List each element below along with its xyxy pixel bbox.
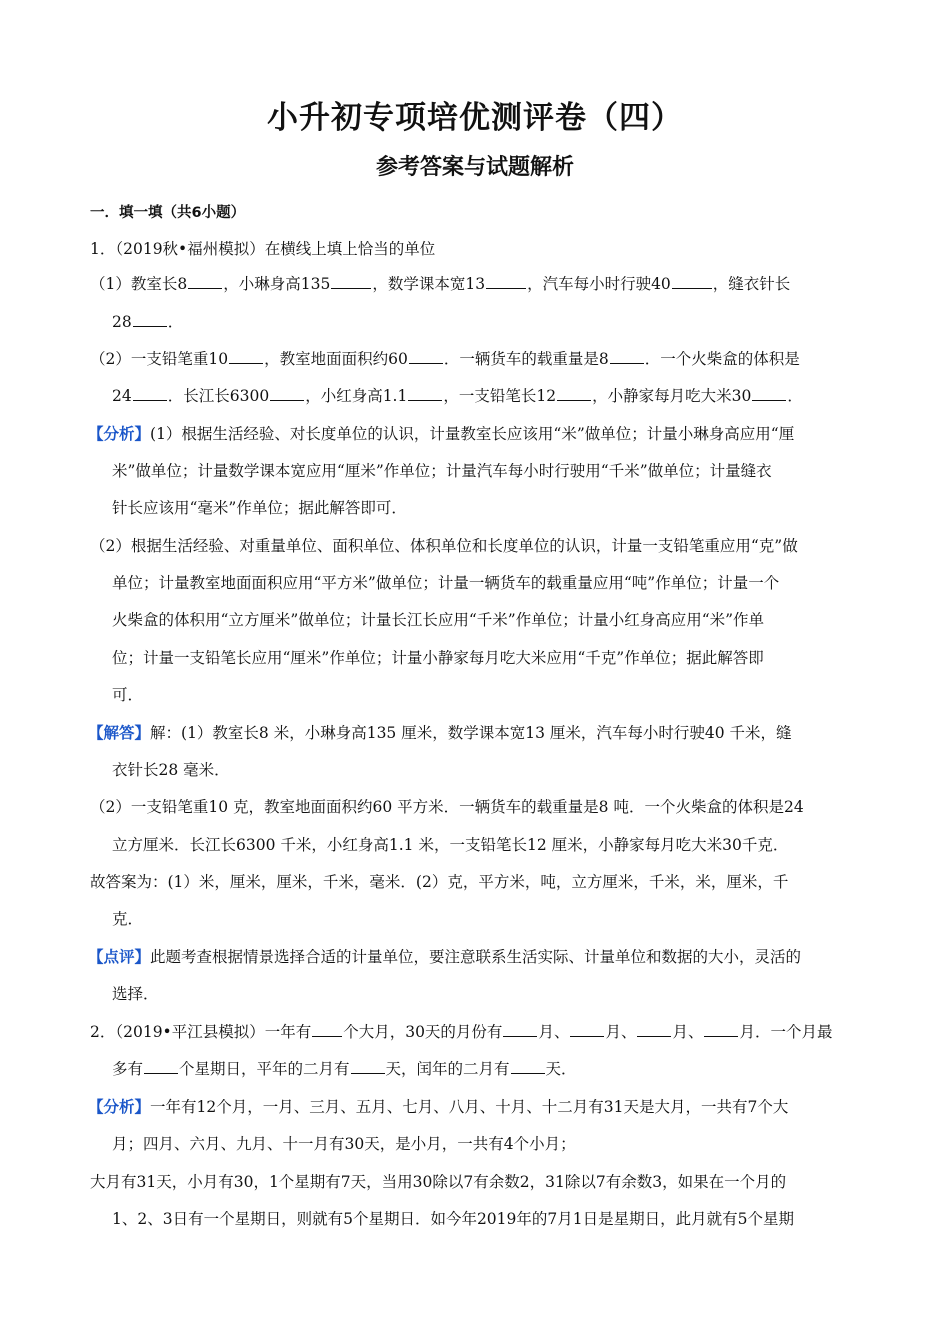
- q1-solution-line4: 立方厘米．长江长6300 千米，小红身高1.1 米，一支铅笔长12 厘米，小静家每月吃大米30千克．: [112, 836, 789, 854]
- q1-part2-line1: （2）一支铅笔重10 ，教室地面面积约60 ．一辆货车的载重量是8 ．一个火柴盒的体积是: [90, 350, 800, 368]
- answer-tag: 【解答】: [88, 724, 151, 742]
- q1-analysis-line7: 位；计量一支铅笔长应用“厘米”作单位；计量小静家每月吃大米应用“千克”作单位；据此解答即: [112, 649, 764, 667]
- section-heading: 一．填一填（共6小题）: [90, 205, 246, 221]
- answer-blank: [704, 1022, 738, 1037]
- q1-final-answer-line2: 克．: [112, 910, 144, 928]
- answer-blank: [752, 386, 786, 401]
- q1-comment-line2: 选择．: [112, 985, 159, 1003]
- answer-blank: [409, 349, 443, 364]
- q1-analysis-line2: 米”做单位；计量数学课本宽应用“厘米”作单位；计量汽车每小时行驶用“千米”做单位；计量缝衣: [112, 462, 772, 480]
- q1-part2-line2: 24 ．长江长6300 ，小红身高1.1 ，一支铅笔长12 ，小静家每月吃大米30 ．: [112, 387, 803, 405]
- q1-solution-line1: 【解答】解：(1）教室长8 米，小琳身高135 厘米，数学课本宽13 厘米，汽车每小时行驶40 千米，缝: [88, 724, 792, 742]
- answer-blank: [331, 274, 371, 289]
- answer-blank: [270, 386, 304, 401]
- answer-blank: [672, 274, 712, 289]
- analysis-tag: 【分析】: [88, 1098, 151, 1116]
- answer-blank: [133, 386, 167, 401]
- answer-blank: [312, 1022, 342, 1037]
- q2-analysis-line2: 月；四月、六月、九月、十一月有30天，是小月，一共有4个小月；: [112, 1135, 576, 1153]
- answer-blank: [557, 386, 591, 401]
- q1-final-answer-line1: 故答案为：(1）米，厘米，厘米，千米，毫米．(2）克，平方米，吨，立方厘米，千米，米，厘米，千: [90, 873, 789, 891]
- page-title: 小升初专项培优测评卷（四）: [267, 100, 683, 136]
- answer-blank: [351, 1059, 385, 1074]
- q2-analysis-line3: 大月有31天，小月有30，1个星期有7天，当用30除以7有余数2，31除以7有余数3，如果在一个月的: [90, 1173, 787, 1191]
- answer-blank: [511, 1059, 545, 1074]
- answer-blank: [188, 274, 222, 289]
- q1-analysis-line8: 可．: [112, 686, 144, 704]
- analysis-tag: 【分析】: [88, 425, 151, 443]
- page-subtitle: 参考答案与试题解析: [375, 155, 574, 180]
- answer-blank: [133, 312, 167, 327]
- answer-blank: [637, 1022, 671, 1037]
- answer-blank: [503, 1022, 537, 1037]
- answer-blank: [408, 386, 442, 401]
- answer-blank: [610, 349, 644, 364]
- q1-analysis-line6: 火柴盒的体积用“立方厘米”做单位；计量长江长应用“千米”作单位；计量小红身高应用“米”作单: [112, 611, 765, 629]
- q1-analysis-line3: 针长应该用“毫米”作单位；据此解答即可．: [112, 499, 407, 517]
- answer-blank: [144, 1059, 178, 1074]
- q2-stem-line2: 多有 个星期日，平年的二月有 天，闰年的二月有 天．: [112, 1060, 577, 1078]
- q1-analysis-line4: （2）根据生活经验、对重量单位、面积单位、体积单位和长度单位的认识，计量一支铅笔重应用“克”做: [90, 537, 798, 555]
- answer-blank: [486, 274, 526, 289]
- q1-comment-line1: 【点评】此题考查根据情景选择合适的计量单位，要注意联系生活实际、计量单位和数据的大小，灵活的: [88, 948, 802, 966]
- q1-part1-line1: （1）教室长8 ，小琳身高135 ，数学课本宽13 ，汽车每小时行驶40 ，缝衣针长: [90, 275, 791, 293]
- comment-tag: 【点评】: [88, 948, 151, 966]
- q2-analysis-line4: 1、2、3日有一个星期日，则就有5个星期日．如今年2019年的7月1日是星期日，此月就有5个星期: [112, 1210, 794, 1228]
- answer-blank: [229, 349, 263, 364]
- q2-stem-line1: 2．（2019•平江县模拟）一年有 个大月，30天的月份有 月、 月、 月、 月．一个月最: [90, 1023, 833, 1041]
- q1-analysis-line1: 【分析】(1）根据生活经验、对长度单位的认识，计量教室长应该用“米”做单位；计量小琳身高应用“厘: [88, 425, 795, 443]
- q1-part1-line2: 28 ．: [112, 313, 184, 331]
- q1-analysis-line5: 单位；计量教室地面面积应用“平方米”做单位；计量一辆货车的载重量应用“吨”作单位；计量一个: [112, 574, 780, 592]
- q1-stem: 1．（2019秋•福州模拟）在横线上填上恰当的单位: [90, 240, 436, 258]
- q2-analysis-line1: 【分析】一年有12个月，一月、三月、五月、七月、八月、十月、十二月有31天是大月，一共有7个大: [88, 1098, 789, 1116]
- q1-solution-line3: （2）一支铅笔重10 克，教室地面面积约60 平方米．一辆货车的载重量是8 吨．一个火柴盒的体积是24: [90, 798, 804, 816]
- answer-blank: [570, 1022, 604, 1037]
- q1-solution-line2: 衣针长28 毫米．: [112, 761, 230, 779]
